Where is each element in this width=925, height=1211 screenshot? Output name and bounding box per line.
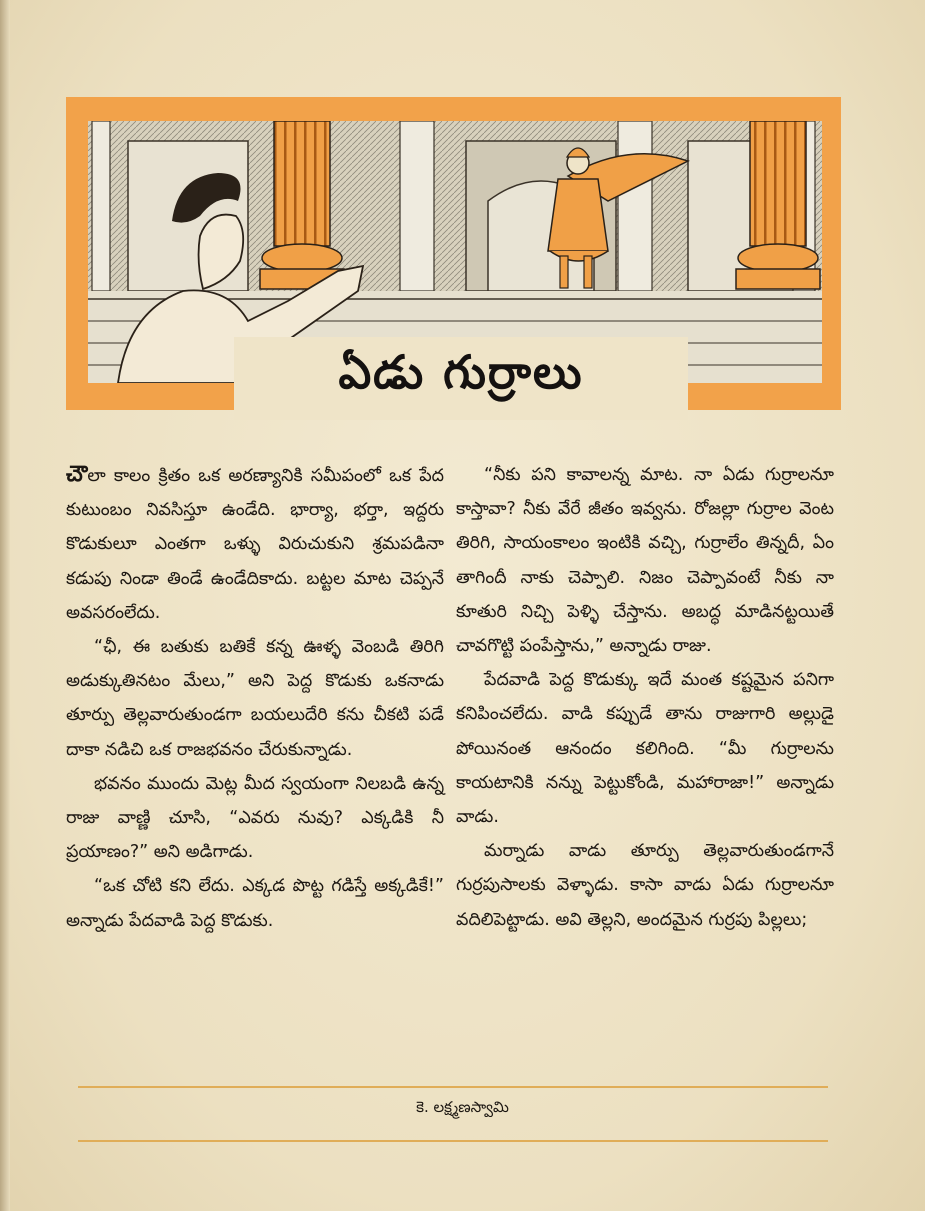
paragraph: “ఒక చోటి కని లేదు. ఎక్కడ పొట్ట గడిస్తే అక్కడికే!” అన్నాడు పేదవాడి పెద్ద కొడుకు. — [66, 876, 444, 931]
story-title: ఏడు గుర్రాలు — [338, 345, 584, 399]
paragraph: పేదవాడి పెద్ద కొడుక్కు ఇదే మంత కష్టమైన పనిగా కనిపించలేదు. వాడి కప్పుడే తాను రాజుగారి అల్లుడై పోయినంత ఆనందం కలిగింది. “మీ గుర్రాలను కాయటానికి నన్ను పెట్టుకోండి, మహారాజా!” అన్నాడు వాడు. — [456, 670, 834, 828]
author-byline: కె. లక్ష్మణస్వామి — [416, 1098, 509, 1116]
divider-bottom — [78, 1140, 828, 1142]
paragraph: “నీకు పని కావాలన్న మాట. నా ఏడు గుర్రాలనూ కాస్తావా? నీకు వేరే జీతం ఇవ్వను. రోజల్లా గుర్రాల వెంట తిరిగి, సాయంకాలం ఇంటికి వచ్చి, గుర్రాలేం తిన్నదీ, ఏం తాగిందీ నాకు చెప్పాలి. నిజం చెప్పావంటే నీకు నా కూతురి నిచ్చి పెళ్ళి చేస్తాను. అబద్ధ మాడినట్టయితే చావగొట్టి పంపేస్తాను,” అన్నాడు రాజు. — [456, 465, 834, 657]
paragraph: మర్నాడు వాడు తూర్పు తెల్లవారుతుండగానే గుర్రపుసాలకు వెళ్ళాడు. కాసా వాడు ఏడు గుర్రాలనూ వదిలిపెట్టాడు. అవి తెల్లని, అందమైన గుర్రపు పిల్లలు; — [456, 841, 834, 930]
paragraph: భవనం ముందు మెట్ల మీద స్వయంగా నిలబడి ఉన్న రాజు వాణ్ణి చూసి, “ఎవరు నువు? ఎక్కడికి నీ ప్రయాణం?” అని అడిగాడు. — [66, 773, 444, 863]
divider-top — [78, 1086, 828, 1088]
paragraph: చౌలా కాలం క్రితం ఒక అరణ్యానికి సమీపంలో ఒక పేద కుటుంబం నివసిస్తూ ఉండేది. భార్యా, భర్తా, ఇద్దరు కొడుకులూ ఎంతగా ఒళ్ళు విరుచుకుని శ్రమపడినా కడుపు నిండా తిండే ఉండేదికాదు. బట్టల మాట చెప్పనే అవసరంలేదు. — [66, 462, 444, 623]
paragraph: “ఛీ, ఈ బతుకు బతికే కన్న ఊళ్ళ వెంబడి తిరిగి అడుక్కుతినటం మేలు,” అని పెద్ద కొడుకు ఒకనాడు తూర్పు తెల్లవారుతుండగా బయలుదేరి కను చీకటి పడే దాకా నడిచి ఒక రాజభవనం చేరుకున్నాడు. — [66, 637, 444, 760]
right-column — [456, 458, 834, 937]
page-spine — [0, 0, 10, 1211]
drop-cap: చౌ — [66, 462, 88, 487]
left-column — [66, 458, 444, 938]
